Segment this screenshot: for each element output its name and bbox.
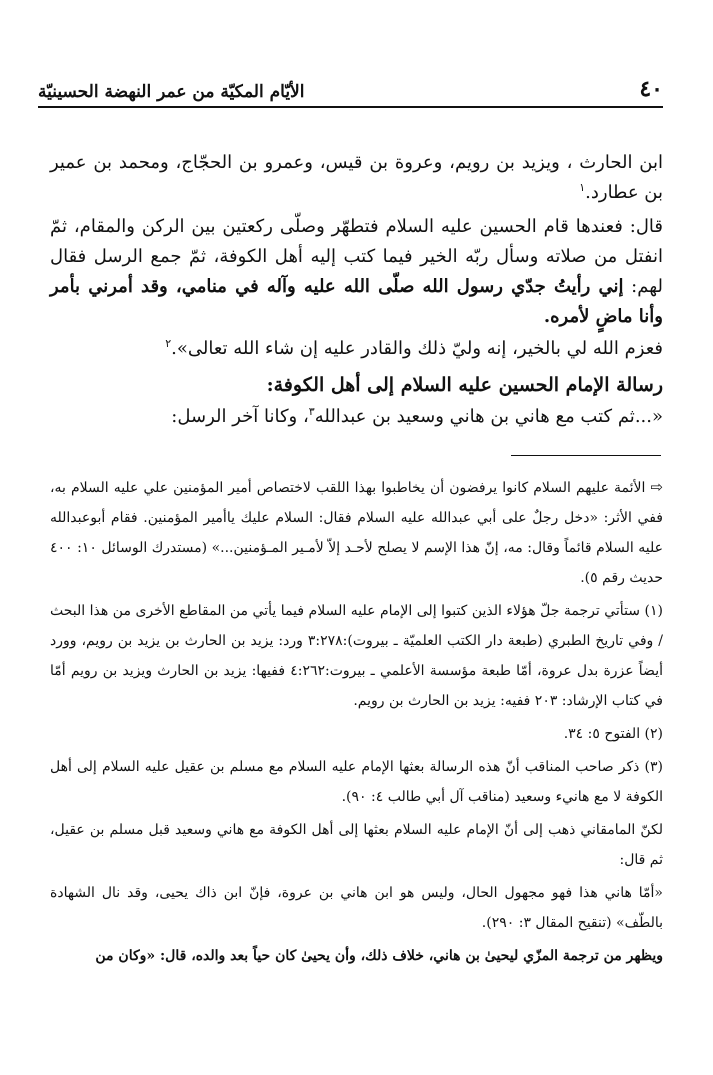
- footnote-2: (٢) الفتوح ٥: ٣٤.: [563, 726, 663, 742]
- footnote-3-quote: «أمّا هاني هذا فهو مجهول الحال، وليس هو ابن هاني بن عروة، فإنّ ابن ذاك يحيى، وقد نال الشهادة بالطّف» (تنقيح المقال ٣: ٢٩٠).: [50, 885, 663, 931]
- paragraph-1-text: ابن الحارث ، ويزيد بن رويم، وعروة بن قيس، وعمرو بن الحجّاج، ومحمد بن عمير بن عطارد.: [50, 152, 663, 203]
- paragraph-4: [50, 402, 663, 432]
- footnote-3-continued: لكنّ المامقاني ذهب إلى أنّ الإمام عليه السلام بعثها إلى أهل الكوفة مع هاني وسعيد قبل مسلم بن عقيل، ثم قال:: [50, 822, 663, 868]
- paragraph-3: [50, 334, 663, 364]
- footnote-separator: [511, 455, 661, 456]
- paragraph-4-text: «...ثم كتب مع هاني بن هاني وسعيد بن عبدالله: [314, 406, 663, 427]
- header-rule: [38, 106, 663, 108]
- paragraph-1: [50, 148, 663, 208]
- dream-quote: إني رأيتُ جدّي رسول الله صلّى الله عليه وآله في منامي، وقد أمرني بأمر وأنا ماضٍ لأمره.: [50, 276, 663, 327]
- footnote-3: (٣) ذكر صاحب المناقب أنّ هذه الرسالة بعثها الإمام عليه السلام مع مسلم بن عقيل عليه السلام إلى أهل الكوفة لا مع هانيء وسعيد (مناقب آل أبي طالب ٤: ٩٠).: [50, 759, 663, 805]
- paragraph-3-text: فعزم الله لي بالخير، إنه وليّ ذلك والقادر عليه إن شاء الله تعالى».: [171, 338, 663, 359]
- paragraph-2: [50, 212, 663, 332]
- footnotes: [50, 472, 663, 974]
- footnote-continued-text: الأئمة عليهم السلام كانوا يرفضون أن يخاطبوا بهذا اللقب لاختصاص أمير المؤمنين علي عليه السلام به، ففي الأثر: «دخل رجلٌ على أبي عبدالله عليه السلام فقال: السلام عليك ياأمير المؤمنين. فقام أبوعبدالله عليه السلام قائماً وقال: مه، إنّ هذا الإسم لا يصلح لأحـد إلاّ لأمـير المـؤمنين...» (مستدرك الوسائل ١٠: ٤٠٠ حديث رقم ٥).: [50, 480, 663, 586]
- paragraph-2-text: قال: فعندها قام الحسين عليه السلام فتطهّر وصلّى ركعتين بين الركن والمقام، ثمّ انفتل من صلاته وسأل ربّه الخير فيما كتب إليه أهل الكوفة، ثمّ جمع الرسل فقال لهم:: [50, 216, 663, 297]
- footnote-1: (١) ستأتي ترجمة جلّ هؤلاء الذين كتبوا إلى الإمام عليه السلام فيما يأتي من المقاطع الأخرى من هذا البحث / وفي تاريخ الطبري (طبعة دار الكتب العلميّة ـ بيروت):٣:٢٧٨ ورد: يزيد بن الحارث بن يزيد بن رويم، وورد أيضاً عزرة بدل عروة، أمّا طبعة مؤسسة الأعلمي ـ بيروت:٤:٢٦٢ ففيها: يزيد بن الحارث ويزيد بن رويم أمّا في كتاب الإرشاد: ٢٠٣ ففيه: يزيد بن الحارث بن رويم.: [50, 603, 664, 709]
- footnote-continued: [50, 472, 663, 593]
- running-title: الأيّام المكيّة من عمر النهضة الحسينيّة: [38, 82, 305, 102]
- section-heading: رسالة الإمام الحسين عليه السلام إلى أهل الكوفة:: [266, 374, 663, 396]
- page-header: [38, 68, 663, 102]
- continuation-arrow-icon: ⇨: [650, 478, 664, 496]
- footnote-ref-1: ١: [579, 181, 586, 194]
- footnote-3-final: ويظهر من ترجمة المزّي ليحيىٰ بن هاني، خلاف ذلك، وأن يحيىٰ كان حياً بعد والده، قال: «وكان من: [95, 948, 663, 964]
- main-text: [50, 148, 663, 436]
- footnote-ref-3: ٣: [308, 405, 315, 418]
- paragraph-4-text-end: ، وكانا آخر الرسل:: [171, 406, 309, 427]
- page-number: ٤٠: [639, 76, 663, 102]
- footnote-ref-2: ٢: [165, 337, 172, 350]
